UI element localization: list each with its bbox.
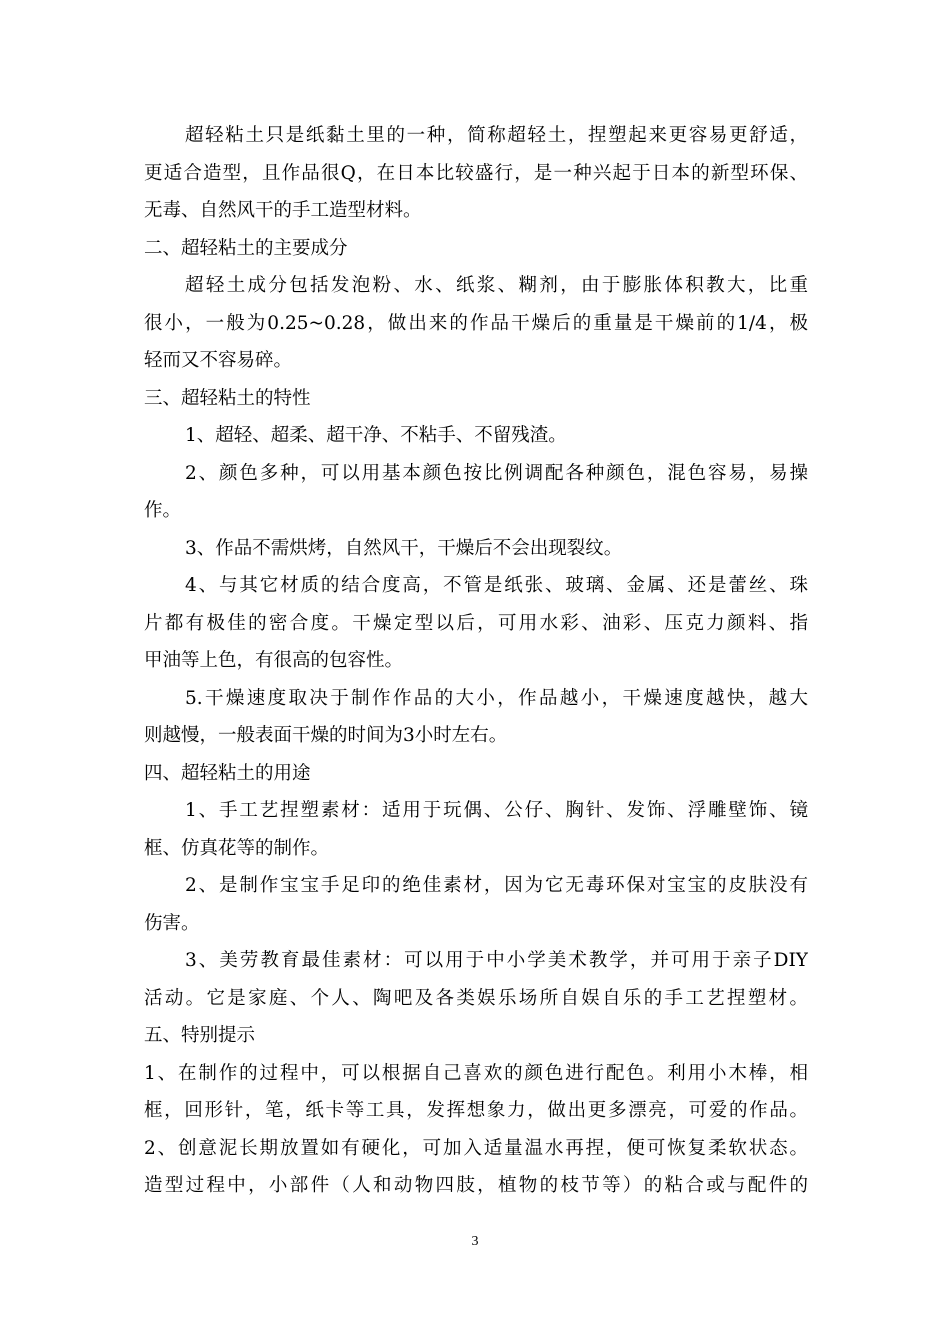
page-number: 3 [471,1234,479,1249]
text-line: 作。 [144,500,182,521]
text-line: 无毒、自然风干的手工造型材料。 [144,200,422,221]
text-line: 2、创意泥长期放置如有硬化，可加入适量温水再捏，便可恢复柔软状态。 [144,1137,808,1159]
text-line: 造型过程中，小部件（人和动物四肢，植物的枝节等）的粘合或与配件的 [144,1175,808,1196]
text-line: 1、超轻、超柔、超干净、不粘手、不留残渣。 [185,425,567,446]
text-line: 更适合造型，且作品很Q，在日本比较盛行，是一种兴起于日本的新型环保、 [144,162,808,184]
text-line: 2、颜色多种，可以用基本颜色按比例调配各种颜色，混色容易，易操 [185,462,808,484]
text-line: 三、超轻粘土的特性 [144,387,311,409]
text-line: 5.干燥速度取决于制作作品的大小，作品越小，干燥速度越快，越大 [185,687,808,709]
text-line: 框、仿真花等的制作。 [144,837,330,859]
text-line: 四、超轻粘土的用途 [144,762,311,784]
text-line: 超轻土成分包括发泡粉、水、纸浆、糊剂，由于膨胀体积教大，比重 [185,275,808,296]
text-line: 超轻粘土只是纸黏土里的一种，简称超轻土，捏塑起来更容易更舒适， [185,125,808,146]
text-line: 很小，一般为0.25~0.28，做出来的作品干燥后的重量是干燥前的1/4，极 [144,312,808,334]
text-line: 活动。它是家庭、个人、陶吧及各类娱乐场所自娱自乐的手工艺捏塑材。 [144,987,808,1009]
text-line: 二、超轻粘土的主要成分 [144,237,348,259]
text-line: 甲油等上色，有很高的包容性。 [144,650,404,671]
text-line: 1、在制作的过程中，可以根据自己喜欢的颜色进行配色。利用小木棒，相 [144,1062,808,1084]
text-line: 框，回形针，笔，纸卡等工具，发挥想象力，做出更多漂亮，可爱的作品。 [144,1100,808,1121]
text-line: 轻而又不容易碎。 [144,350,293,371]
text-line: 片都有极佳的密合度。干燥定型以后，可用水彩、油彩、压克力颜料、指 [144,612,808,634]
text-line: 2、是制作宝宝手足印的绝佳素材，因为它无毒环保对宝宝的皮肤没有 [185,875,808,896]
text-line: 1、手工艺捏塑素材：适用于玩偶、公仔、胸针、发饰、浮雕壁饰、镜 [185,800,808,821]
text-line: 五、特别提示 [144,1025,256,1046]
text-line: 3、作品不需烘烤，自然风干，干燥后不会出现裂纹。 [185,537,623,559]
text-line: 3、美劳教育最佳素材：可以用于中小学美术教学，并可用于亲子DIY [185,950,808,971]
text-line: 4、与其它材质的结合度高，不管是纸张、玻璃、金属、还是蕾丝、珠 [185,575,808,596]
text-line: 伤害。 [144,912,200,934]
text-line: 则越慢，一般表面干燥的时间为3小时左右。 [144,725,508,746]
document-body [144,117,808,1205]
